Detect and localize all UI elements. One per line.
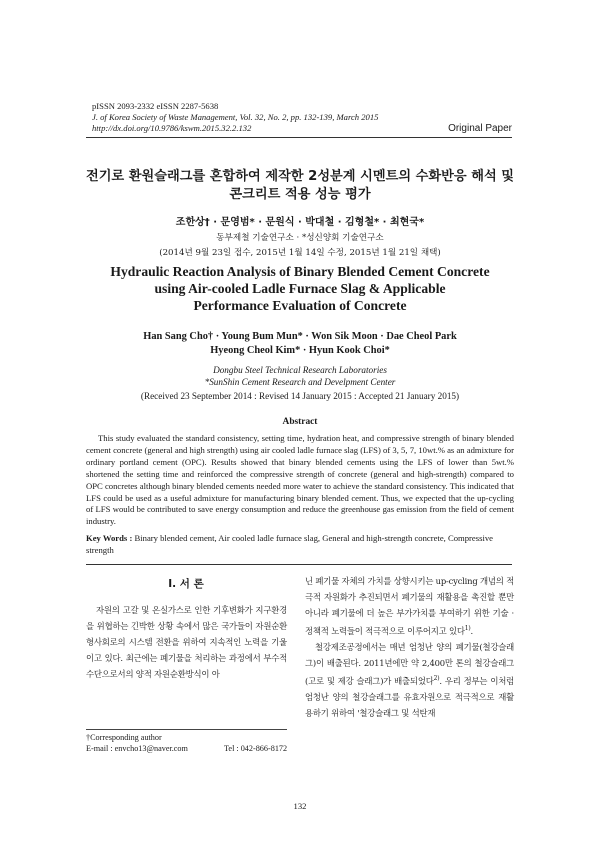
abstract-rule [86, 564, 512, 565]
english-title-line2: using Air-cooled Ladle Furnace Slag & Applicable [154, 281, 446, 296]
english-authors-line1: Han Sang Cho† · Young Bum Mun* · Won Sik Moon · Dae Cheol Park [143, 331, 457, 342]
footnote-rule [86, 729, 287, 730]
section-heading-introduction: I. 서 론 [168, 578, 204, 590]
korean-title [60, 168, 540, 204]
english-title-line3: Performance Evaluation of Concrete [193, 298, 407, 313]
citation-ref-2: 2) [433, 674, 440, 682]
english-authors [60, 330, 540, 358]
korean-affiliation: 동부제철 기술연구소 · *성신양회 기술연구소 [216, 233, 384, 243]
page-number: 132 [293, 801, 307, 811]
korean-title-line1: 전기로 환원슬래그를 혼합하여 제작한 2성분계 시멘트의 수화반응 해석 및 [85, 169, 515, 184]
footnote [86, 733, 296, 754]
english-dates: (Received 23 September 2014 : Revised 14 January 2015 : Accepted 21 January 2015) [140, 391, 460, 401]
corresponding-author: †Corresponding author [86, 733, 162, 742]
english-title [60, 263, 540, 314]
english-affiliation [60, 364, 540, 388]
body-column-left: 자원의 고갈 및 온실가스로 인한 기후변화가 지구환경을 위협하는 긴박한 상황 속에서 많은 국가들이 자원순환형사회로의 시스템 전환을 위하여 지속적인 노력을 기울이고 있다. 최근에는 폐기물을 처리하는 과정에서 부수적 수단으로서의 양적 자원순환방식이 아 [86, 605, 287, 679]
korean-title-line2: 콘크리트 적용 성능 평가 [229, 187, 371, 202]
keywords-text: Binary blended cement, Air cooled ladle furnace slag, General and high-strength concrete, Compressive strength [86, 533, 494, 555]
abstract-heading: Abstract [282, 417, 318, 427]
keywords-label: Key Words : [86, 533, 133, 543]
issn-line: pISSN 2093-2332 eISSN 2287-5638 [92, 101, 219, 111]
keywords [86, 533, 514, 557]
korean-dates: (2014년 9월 23일 접수, 2015년 1월 14일 수정, 2015년 1월 21일 채택) [159, 248, 441, 258]
journal-citation: J. of Korea Society of Waste Management, Vol. 32, No. 2, pp. 132-139, March 2015 [92, 112, 379, 122]
english-authors-line2: Hyeong Cheol Kim* · Hyun Kook Choi* [210, 345, 390, 356]
korean-authors: 조한상† · 문영범* · 문원식 · 박대철 · 김형철* · 최현국* [175, 217, 425, 228]
doi-link[interactable]: http://dx.doi.org/10.9786/kswm.2015.32.2.132 [92, 123, 252, 133]
english-title-line1: Hydraulic Reaction Analysis of Binary Blended Cement Concrete [110, 264, 490, 279]
english-affiliation-line1: Dongbu Steel Technical Research Laboratories [213, 365, 387, 375]
body-paragraph-2: 철강제조공정에서는 매년 엄청난 양의 폐기물(철강슬래그)이 배출된다. 2011년에만 약 2,400만 톤의 철강슬래그(고로 및 제강 슬래그)가 배출되었다$^{2)}$. 우리 정부는 이처럼 엄청난 양의 철강슬래그를 유효자원으로 적극적으로 재활용하기 위하여 '철강슬래그 및 석탄재 [305, 641, 514, 718]
citation-ref-1: 1) [464, 625, 471, 632]
header-rule [86, 137, 512, 138]
paper-type-label: Original Paper [448, 123, 512, 134]
author-email[interactable]: E-mail : envcho13@naver.com [86, 743, 188, 753]
english-affiliation-line2: *SunShin Cement Research and Develpment Center [204, 377, 396, 387]
abstract-text: This study evaluated the standard consistency, setting time, hydration heat, and compressive strength of binary blended cement concrete (general and high strength) using air cooled ladle furnace slag (LFS) of 3, 5, 7, 10wt.% as an admixture for ordinary portland cement (OPC). Results showed that binary blended cements using the LFS of lower than 5wt.% shortened the setting time and reinforced the compressive strength of concrete (general and high-strength) compared to OPC concretes although binary blended cements needed more water to achieve the standard consistency. This indicated that LFS could be used as a useful admixture for manufacturing binary blended cement. Thus, we expected that the up-cycling of LFS would be contributed to save energy consumption and reduce the greenhouse gas emission from the field of cement industry. [86, 433, 514, 527]
author-tel: Tel : 042-866-8172 [224, 743, 288, 753]
body-column-right [305, 573, 514, 721]
body-paragraph-1: 닌 폐기물 자체의 가치를 상향시키는 up-cycling 개념의 적극적 자원화가 추진되면서 폐기물의 재활용을 촉진할 뿐만 아니라 폐기물에 더 높은 부가가치를 부여하기 위한 기술 · 정책적 노력들이 적극적으로 이루어지고 있다$^{1)}$. [305, 576, 514, 636]
